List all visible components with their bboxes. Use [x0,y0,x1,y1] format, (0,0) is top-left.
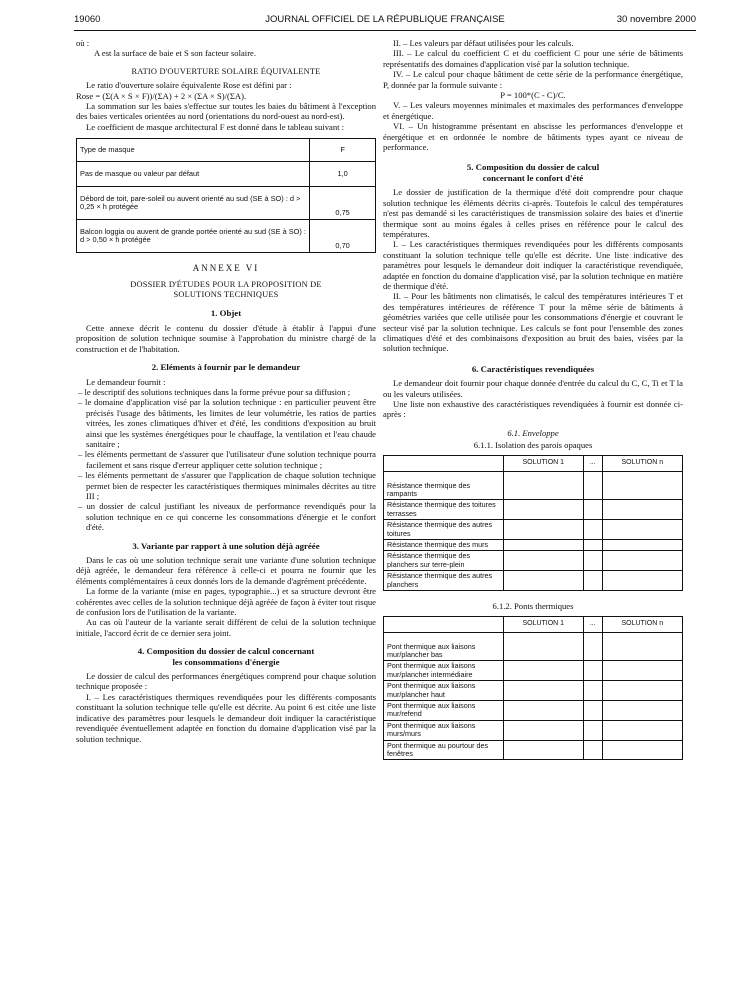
row-value: 0,75 [310,187,376,220]
isolation-table [383,455,683,591]
heading-composition-energie: 4. Composition du dossier de calcul concernant [137,646,315,657]
table-row [384,632,683,661]
text-confort-II: II. – Pour les bâtiments non climatisés, le calcul des températures intérieures T et des températures intérieures de référence T pour la même série de bâtiments à géométries variées que celle utilisée pour les consommations d'énergie et couvrant le secteur visé par la solution technique. Les calculs se font pour l'ensemble des zones climatiques d'été et des combinaisons d'exposition au bruit des baies, visées par la solution technique. [383,291,683,354]
journal-title: JOURNAL OFFICIEL DE LA RÉPUBLIQUE FRANÇAISE [265,14,505,25]
text-point-IV: IV. – Le calcul pour chaque bâtiment de cette série de la performance énergétique, P, donnée par la formule suivante : [383,69,683,90]
text-point-V: V. – Les valeurs moyennes minimales et maximales des performances d'enveloppe et énergétique. [383,100,683,121]
masque-table [76,138,376,253]
heading-composition-energie-2: les consommations d'énergie [172,656,280,667]
row-label: Résistance thermique des rampants [384,471,504,500]
annexe-subtitle: DOSSIER D'ÉTUDES POUR LA PROPOSITION DE SOLUTIONS TECHNIQUES [130,279,322,300]
table-row [384,471,683,500]
col-header: SOLUTION n [602,455,682,471]
list-item: – le domaine d'application visé par la solution technique : en particulier peuvent être précisés l'usage des bâtiments, les limites de leur volumétrie, les ratios de parties vitrées, les zones climatiques d'hiver et d'été, les conditions d'exposition au bruit ainsi que les systèmes énergétiques pour le chauffage, la ventilation et l'eau chaude sanitaire ; [78,397,376,449]
table-row [77,162,376,187]
col-header: SOLUTION 1 [503,455,583,471]
row-label: Débord de toit, pare-soleil ou auvent orienté au sud (SE à SO) : d > 0,25 × h protégée [77,187,310,220]
row-label: Résistance thermique des murs [384,540,504,551]
col-header: ... [583,616,602,632]
table-row [384,500,683,520]
text-caracteristiques-2: Une liste non exhaustive des caractéristiques revendiquées à fournir est donnée ci-après : [383,399,683,420]
table-row [384,720,683,740]
list-item: – les éléments permettant de s'assurer que l'application de chaque solution technique permet bien de respecter les caractéristiques thermiques minimales décrites au titre III ; [78,470,376,501]
text-variante-1: Dans le cas où une solution technique serait une variante d'une solution technique déjà agréée, le demandeur fera référence à celle-ci et pourra ne fournir que les éléments complémentaires à ceux donnés lors de la demande d'agrément précédente. [76,555,376,586]
row-label: Pont thermique au pourtour des fenêtres [384,740,504,760]
ponts-table [383,616,683,761]
row-label: Pont thermique aux liaisons mur/refend [384,700,504,720]
annexe-title: ANNEXE VI [192,263,260,274]
text-point-III: III. – Le calcul du coefficient C et du coefficient C pour une série de bâtiments représentatifs des domaines d'application visé par la solution technique. [383,48,683,69]
row-label: Résistance thermique des autres planchers [384,571,504,591]
row-value: 1,0 [310,162,376,187]
heading-enveloppe: 6.1. Enveloppe [507,427,559,438]
col-header: SOLUTION 1 [503,616,583,632]
text-variante-3: Au cas où l'auteur de la variante serait différent de celui de la solution technique initiale, l'accord écrit de ce dernier sera joint. [76,617,376,638]
table-row [77,220,376,253]
table-row [77,187,376,220]
row-label: Pont thermique aux liaisons murs/murs [384,720,504,740]
row-value: 0,70 [310,220,376,253]
table-row [384,540,683,551]
heading-elements: 2. Eléments à fournir par le demandeur [151,362,301,373]
heading-caracteristiques: 6. Caractéristiques revendiquées [471,363,595,374]
col-header: ... [583,455,602,471]
row-label: Pont thermique aux liaisons mur/plancher bas [384,632,504,661]
list-item: – un dossier de calcul justifiant les niveaux de performance revendiqués pour la solution technique en ce qui concerne les consommations d'énergie et le confort d'été. [78,501,376,533]
list-item: – le descriptif des solutions techniques dans la forme prévue pour sa diffusion ; [78,386,351,397]
text-confort-I: I. – Les caractéristiques thermiques revendiquées pour les différents composants constituant la solution technique telle qu'elle est décrite. Une liste indicative des paramètres pour lesquels le demandeur doit indiquer la caractéristique revendiquée, adaptée en fonction du domaine d'application visé, par la solution technique en matière de thermique d'été. [383,239,683,291]
heading-ponts: 6.1.2. Ponts thermiques [492,601,574,612]
table-row [384,520,683,540]
col-header-empty [384,455,504,471]
col-header-empty [384,616,504,632]
heading-confort-ete: 5. Composition du dossier de calcul [466,162,600,173]
heading-isolation: 6.1.1. Isolation des parois opaques [473,440,593,451]
right-column [383,38,683,760]
header-rule [74,30,696,31]
text-variante-2: La forme de la variante (mise en pages, typographie...) et sa structure devront être cohérentes avec celles de la solution technique déjà agréée de façon à éviter tout risque de confusion lors de l'utilisation de la variante. [76,586,376,618]
row-label: Résistance thermique des planchers sur terre-plein [384,551,504,571]
col-header-type: Type de masque [77,139,310,162]
text-point-I: I. – Les caractéristiques thermiques revendiquées pour les différents composants constituant la solution technique telle qu'elle est décrite. Au point 6 est citée une liste indicative des paramètres pour lesquels le demandeur doit indiquer la caractéristique revendiquée éventuellement adaptée en fonction du domaine d'application visé par la solution technique. [76,691,376,744]
table-header-row [384,455,683,471]
text-point-VI: VI. – Un histogramme présentant en abscisse les performances d'enveloppe et énergétique et en ordonnée le nombre de bâtiments types ayant ce niveau de performance. [383,121,683,153]
table-row [384,571,683,591]
performance-formula: P = 100*(C - C)/C. [500,90,566,101]
text-objet: Cette annexe décrit le contenu du dossier d'étude à établir à l'appui d'une proposition de solution technique soumise à l'approbation du ministre chargé de la construction et de l'habitation. [76,322,376,354]
text-ou: où : [76,38,90,48]
heading-variante: 3. Variante par rapport à une solution déjà agréée [132,540,320,551]
text-caracteristiques-1: Le demandeur doit fournir pour chaque donnée d'entrée du calcul du C, C, Ti et T la ou les valeurs utilisées. [383,378,683,399]
heading-ratio: RATIO D'OUVERTURE SOLAIRE ÉQUIVALENTE [131,66,321,76]
page-number: 19060 [74,14,101,25]
col-header: SOLUTION n [602,616,682,632]
page-header [74,14,696,30]
table-header-row [77,139,376,162]
table-row [384,681,683,701]
text-composition: Le dossier de calcul des performances énergétiques comprend pour chaque solution technique proposée : [76,671,376,692]
row-label: Pont thermique aux liaisons mur/plancher haut [384,681,504,701]
text-sommation: La sommation sur les baies s'effectue sur toutes les baies du bâtiment à l'exception des baies verticales orientées au nord (orientations du nord-ouest au nord-est). [76,101,376,122]
text-ratio: Le ratio d'ouverture solaire équivalente Rose est défini par : [86,80,292,91]
list-item: – les éléments permettant de s'assurer que l'utilisateur d'une solution technique pourra facilement et sans risque d'erreur appliquer cette solution technique ; [78,449,376,470]
table-row [384,551,683,571]
table-header-row [384,616,683,632]
heading-confort-ete-2: concernant le confort d'été [482,172,584,183]
text-coef-masque: Le coefficient de masque architectural F est donné dans le tableau suivant : [86,121,345,132]
row-label: Résistance thermique des autres toitures [384,520,504,540]
issue-date: 30 novembre 2000 [616,14,696,25]
heading-objet: 1. Objet [210,308,242,319]
text-fournit: Le demandeur fournit : [86,376,166,387]
table-row [384,740,683,760]
row-label: Balcon loggia ou auvent de grande portée orienté au sud (SE à SO) : d > 0,50 × h protégée [77,220,310,253]
text-point-II: II. – Les valeurs par défaut utilisées pour les calculs. [393,38,574,48]
rose-formula: Rose = (Σ(A × S × F))/(ΣA) + 2 × (ΣA × S)/(ΣA). [76,90,247,101]
table-row [384,700,683,720]
text-abaie: A est la surface de baie et S son facteur solaire. [94,48,257,59]
row-label: Pont thermique aux liaisons mur/plancher intermédiaire [384,661,504,681]
row-label: Résistance thermique des toitures terrasses [384,500,504,520]
left-column [76,38,376,744]
col-header-fma: F [310,139,376,162]
text-confort: Le dossier de justification de la thermique d'été doit comprendre pour chaque solution technique les éléments décrits ci-après. Toutefois le calcul des températures n'est pas demandé si les caractéristiques de transmission solaire des baies et d'inertie thermique sont au moins égales à celles prises en référence pour le calcul des températures. [383,187,683,239]
row-label: Pas de masque ou valeur par défaut [77,162,310,187]
table-row [384,661,683,681]
